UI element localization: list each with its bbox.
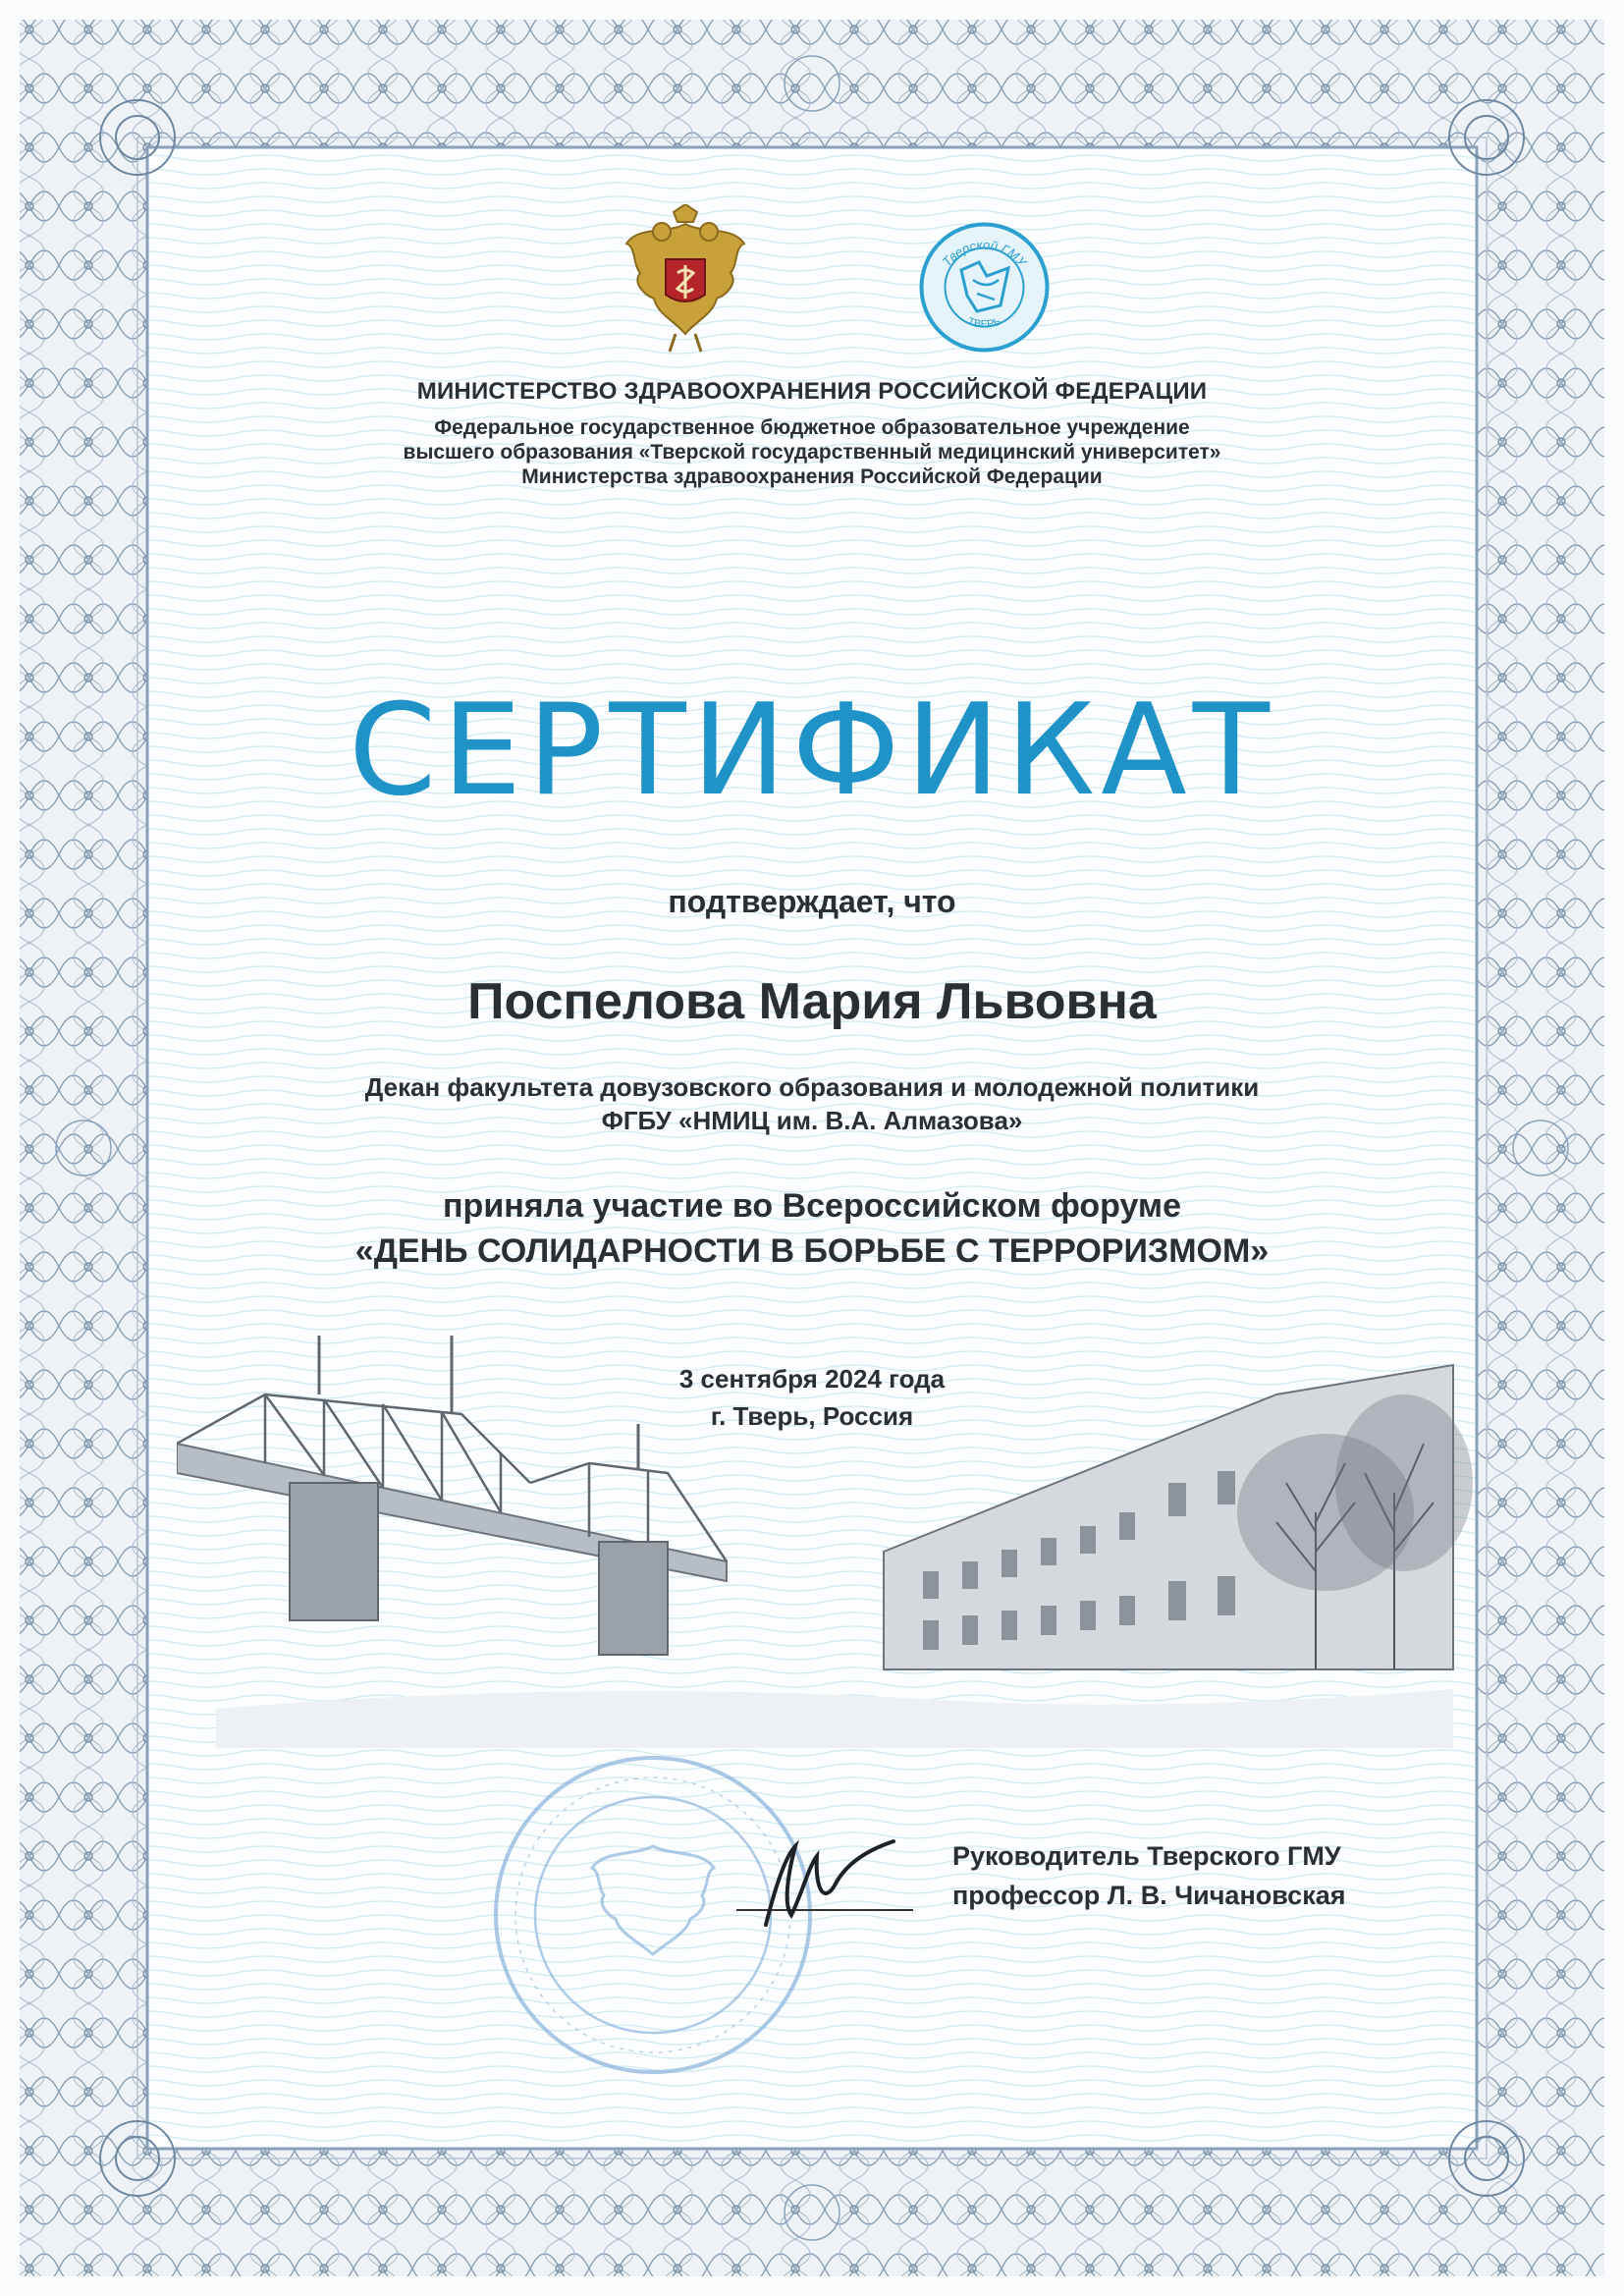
signer-title: Руководитель Тверского ГМУ	[952, 1841, 1341, 1871]
ministry-heading: МИНИСТЕРСТВО ЗДРАВООХРАНЕНИЯ РОССИЙСКОЙ ФЕДЕРАЦИИ	[416, 378, 1208, 405]
position-line-2: ФГБУ «НМИЦ им. В.А. Алмазова»	[601, 1106, 1023, 1135]
forum-name: «ДЕНЬ СОЛИДАРНОСТИ В БОРЬБЕ С ТЕРРОРИЗМОМ»	[354, 1232, 1270, 1270]
signature-mark	[727, 1817, 923, 1935]
ministry-emblem-icon	[619, 204, 752, 354]
confirms-text: подтверждает, что	[668, 884, 956, 919]
participation-line-1: приняла участие во Всероссийском форуме	[443, 1187, 1181, 1225]
recipient-position	[226, 1070, 1398, 1137]
header-block	[226, 378, 1398, 489]
participation-block	[226, 1183, 1398, 1274]
certificate-title: СЕРТИФИКАТ	[349, 678, 1275, 824]
logo-ring-bottom-text: ТВЕРЬ	[965, 315, 1003, 331]
institution-line-2: высшего образования «Тверской государственный медицинский университет»	[403, 441, 1221, 464]
event-date: 3 сентября 2024 года	[678, 1364, 946, 1394]
university-logo-icon	[918, 221, 1051, 354]
position-line-1: Декан факультета довузовского образования и молодежной политики	[364, 1072, 1260, 1102]
signer-block	[952, 1836, 1365, 1915]
event-place: г. Тверь, Россия	[710, 1401, 914, 1431]
date-place-block	[226, 1360, 1398, 1435]
logo-ring-top-text: Тверской ГМУ	[939, 237, 1030, 270]
institution-line-3: Министерства здравоохранения Российской Федерации	[521, 465, 1103, 488]
institution-line-1: Федеральное государственное бюджетное образовательное учреждение	[434, 416, 1190, 439]
signer-name: профессор Л. В. Чичановская	[952, 1881, 1346, 1910]
recipient-name: Поспелова Мария Львовна	[467, 973, 1157, 1030]
